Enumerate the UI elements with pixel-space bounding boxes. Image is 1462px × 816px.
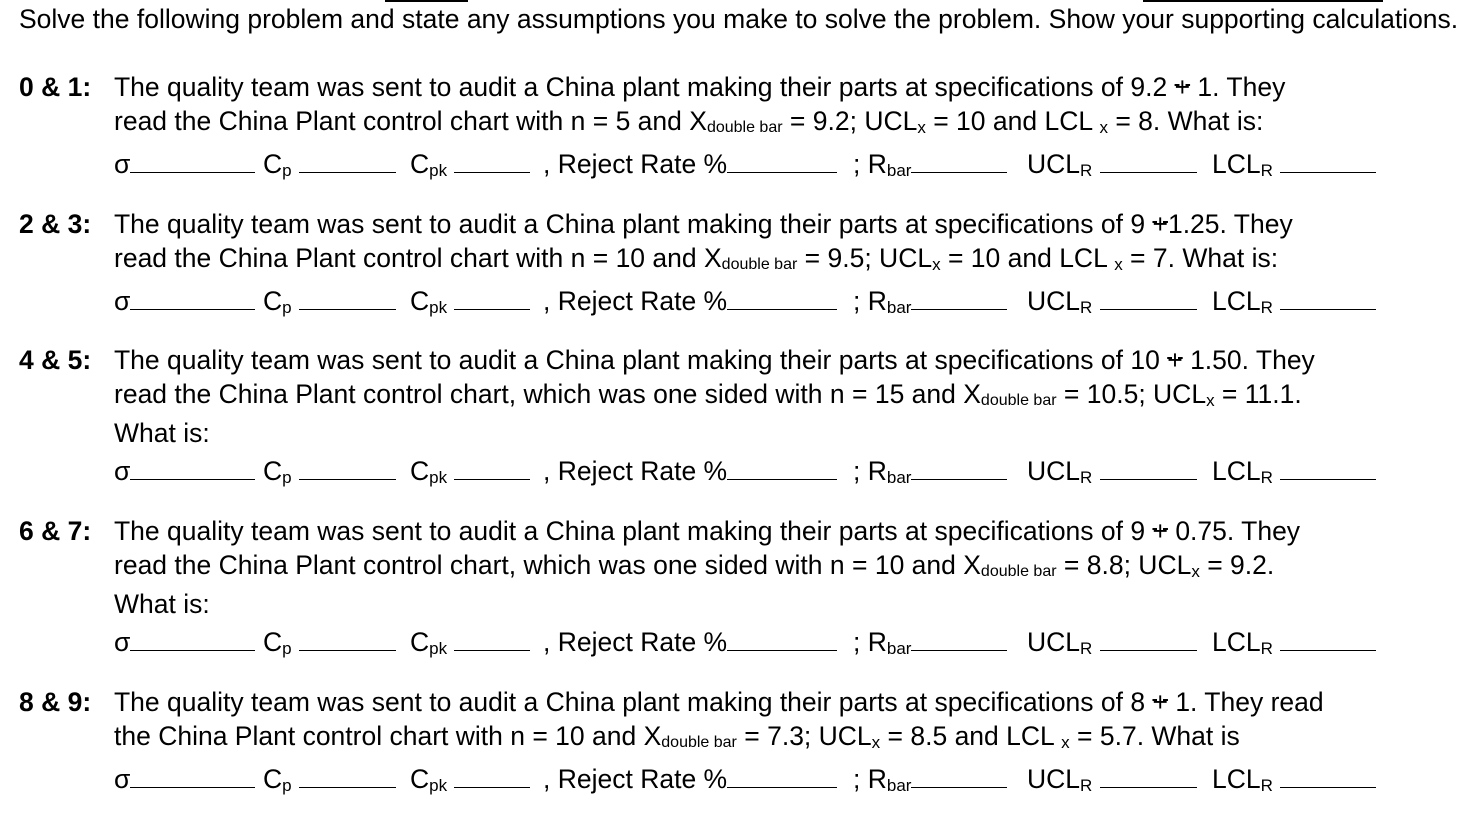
problem-line-2: read the China Plant control chart with n = 10 and Xdouble bar = 9.5; UCLx = 10 and LCL x = 7. What is:	[114, 242, 1279, 274]
lclr-label: LCL	[1212, 455, 1261, 486]
sigma-blank[interactable]	[130, 283, 255, 310]
lclr-blank[interactable]	[1280, 453, 1376, 480]
sigma-blank[interactable]	[130, 624, 255, 651]
problem-line-2: read the China Plant control chart, which was one sided with n = 10 and Xdouble bar = 8.8; UCLx = 9.2.	[114, 549, 1275, 581]
reject-rate-blank[interactable]	[727, 624, 837, 651]
lclr-label: LCL	[1212, 149, 1261, 179]
cpk-label: C	[410, 149, 430, 179]
lclr-blank[interactable]	[1280, 761, 1376, 788]
uclr-blank[interactable]	[1100, 146, 1197, 173]
rbar-blank[interactable]	[911, 453, 1007, 480]
sigma-label: σ	[114, 626, 131, 657]
sigma-label: σ	[114, 455, 131, 486]
uclr-label: UCL	[1027, 764, 1081, 794]
reject-rate-blank[interactable]	[727, 453, 837, 480]
top-cutoff-line-right	[1143, 0, 1383, 2]
reject-rate-blank[interactable]	[727, 283, 837, 310]
cp-label: C	[263, 764, 283, 794]
problem-block	[19, 515, 1459, 660]
uclr-label: UCL	[1027, 286, 1081, 316]
cpk-blank[interactable]	[454, 146, 530, 173]
answer-row: σ Cp Cpk , Reject Rate % ; Rbar UCLR LCLR	[19, 761, 1459, 797]
problem-block	[19, 71, 1459, 182]
problem-number: 4 & 5:	[19, 345, 92, 375]
cpk-blank[interactable]	[454, 283, 530, 310]
sigma-label: σ	[114, 764, 131, 794]
problem-line-2: read the China Plant control chart with n = 5 and Xdouble bar = 9.2; UCLx = 10 and LCL x = 8. What is:	[114, 105, 1264, 137]
cpk-label: C	[410, 764, 430, 794]
problem-block	[19, 344, 1459, 489]
uclr-label: UCL	[1027, 626, 1081, 657]
cp-blank[interactable]	[299, 761, 396, 788]
sigma-label: σ	[114, 149, 131, 179]
cpk-label: C	[410, 286, 430, 316]
cpk-blank[interactable]	[454, 624, 530, 651]
uclr-blank[interactable]	[1100, 624, 1197, 651]
rbar-label: ; R	[853, 626, 887, 657]
sigma-blank[interactable]	[130, 453, 255, 480]
problem-line-1: The quality team was sent to audit a China plant making their parts at specifications of 9 + 0.75. They	[114, 516, 1301, 546]
uclr-blank[interactable]	[1100, 453, 1197, 480]
reject-rate-blank[interactable]	[727, 761, 837, 788]
sigma-label: σ	[114, 286, 131, 316]
problem-line-3: What is:	[114, 589, 210, 619]
uclr-blank[interactable]	[1100, 283, 1197, 310]
rbar-label: ; R	[853, 455, 887, 486]
rbar-blank[interactable]	[911, 146, 1007, 173]
problem-line-1: The quality team was sent to audit a China plant making their parts at specifications of 9.2 + 1. They	[114, 72, 1286, 102]
lclr-blank[interactable]	[1280, 624, 1376, 651]
instructions: Solve the following problem and state any assumptions you make to solve the problem. Show your supporting calculations.	[19, 4, 1459, 34]
reject-rate-label: , Reject Rate %	[543, 149, 728, 179]
lclr-label: LCL	[1212, 286, 1261, 316]
sigma-blank[interactable]	[130, 146, 255, 173]
rbar-label: ; R	[853, 764, 887, 794]
problem-line-2: read the China Plant control chart, which was one sided with n = 15 and Xdouble bar = 10.5; UCLx = 11.1.	[114, 378, 1302, 410]
reject-rate-label: , Reject Rate %	[543, 764, 728, 794]
answer-row: σ Cp Cpk , Reject Rate % ; Rbar UCLR LCLR	[19, 146, 1459, 182]
cpk-blank[interactable]	[454, 761, 530, 788]
problem-line-2: the China Plant control chart with n = 10 and Xdouble bar = 7.3; UCLx = 8.5 and LCL x = 5.7. What is	[114, 720, 1240, 752]
problem-line-1: The quality team was sent to audit a China plant making their parts at specifications of 10 + 1.50. They	[114, 345, 1315, 375]
problem-number: 6 & 7:	[19, 516, 92, 546]
cp-blank[interactable]	[299, 283, 396, 310]
uclr-label: UCL	[1027, 455, 1081, 486]
problem-block	[19, 208, 1459, 319]
cp-label: C	[263, 286, 283, 316]
cp-blank[interactable]	[299, 453, 396, 480]
cpk-blank[interactable]	[454, 453, 530, 480]
rbar-label: ; R	[853, 286, 887, 316]
lclr-label: LCL	[1212, 764, 1261, 794]
cp-label: C	[263, 455, 283, 486]
cp-blank[interactable]	[299, 624, 396, 651]
sigma-blank[interactable]	[130, 761, 255, 788]
rbar-blank[interactable]	[911, 761, 1007, 788]
top-cutoff-line-left	[385, 0, 468, 2]
reject-rate-label: , Reject Rate %	[543, 455, 728, 486]
problem-line-1: The quality team was sent to audit a China plant making their parts at specifications of 8 + 1. They read	[114, 687, 1324, 717]
answer-row: σ Cp Cpk , Reject Rate % ; Rbar UCLR LCLR	[19, 283, 1459, 319]
cpk-label: C	[410, 455, 430, 486]
problem-number: 8 & 9:	[19, 687, 92, 717]
problem-line-1: The quality team was sent to audit a China plant making their parts at specifications of 9 +1.25. They	[114, 209, 1293, 239]
answer-row: σ Cp Cpk , Reject Rate % ; Rbar UCLR LCLR	[19, 453, 1459, 489]
rbar-blank[interactable]	[911, 624, 1007, 651]
cp-label: C	[263, 626, 283, 657]
answer-row: σ Cp Cpk , Reject Rate % ; Rbar UCLR LCLR	[19, 624, 1459, 660]
cpk-label: C	[410, 626, 430, 657]
reject-rate-blank[interactable]	[727, 146, 837, 173]
rbar-blank[interactable]	[911, 283, 1007, 310]
cp-blank[interactable]	[299, 146, 396, 173]
problem-number: 0 & 1:	[19, 72, 92, 102]
reject-rate-label: , Reject Rate %	[543, 286, 728, 316]
problem-block	[19, 686, 1459, 797]
uclr-label: UCL	[1027, 149, 1081, 179]
lclr-blank[interactable]	[1280, 283, 1376, 310]
problem-number: 2 & 3:	[19, 209, 92, 239]
uclr-blank[interactable]	[1100, 761, 1197, 788]
lclr-label: LCL	[1212, 626, 1261, 657]
reject-rate-label: , Reject Rate %	[543, 626, 728, 657]
rbar-label: ; R	[853, 149, 887, 179]
problem-line-3: What is:	[114, 418, 210, 448]
lclr-blank[interactable]	[1280, 146, 1376, 173]
cp-label: C	[263, 149, 283, 179]
